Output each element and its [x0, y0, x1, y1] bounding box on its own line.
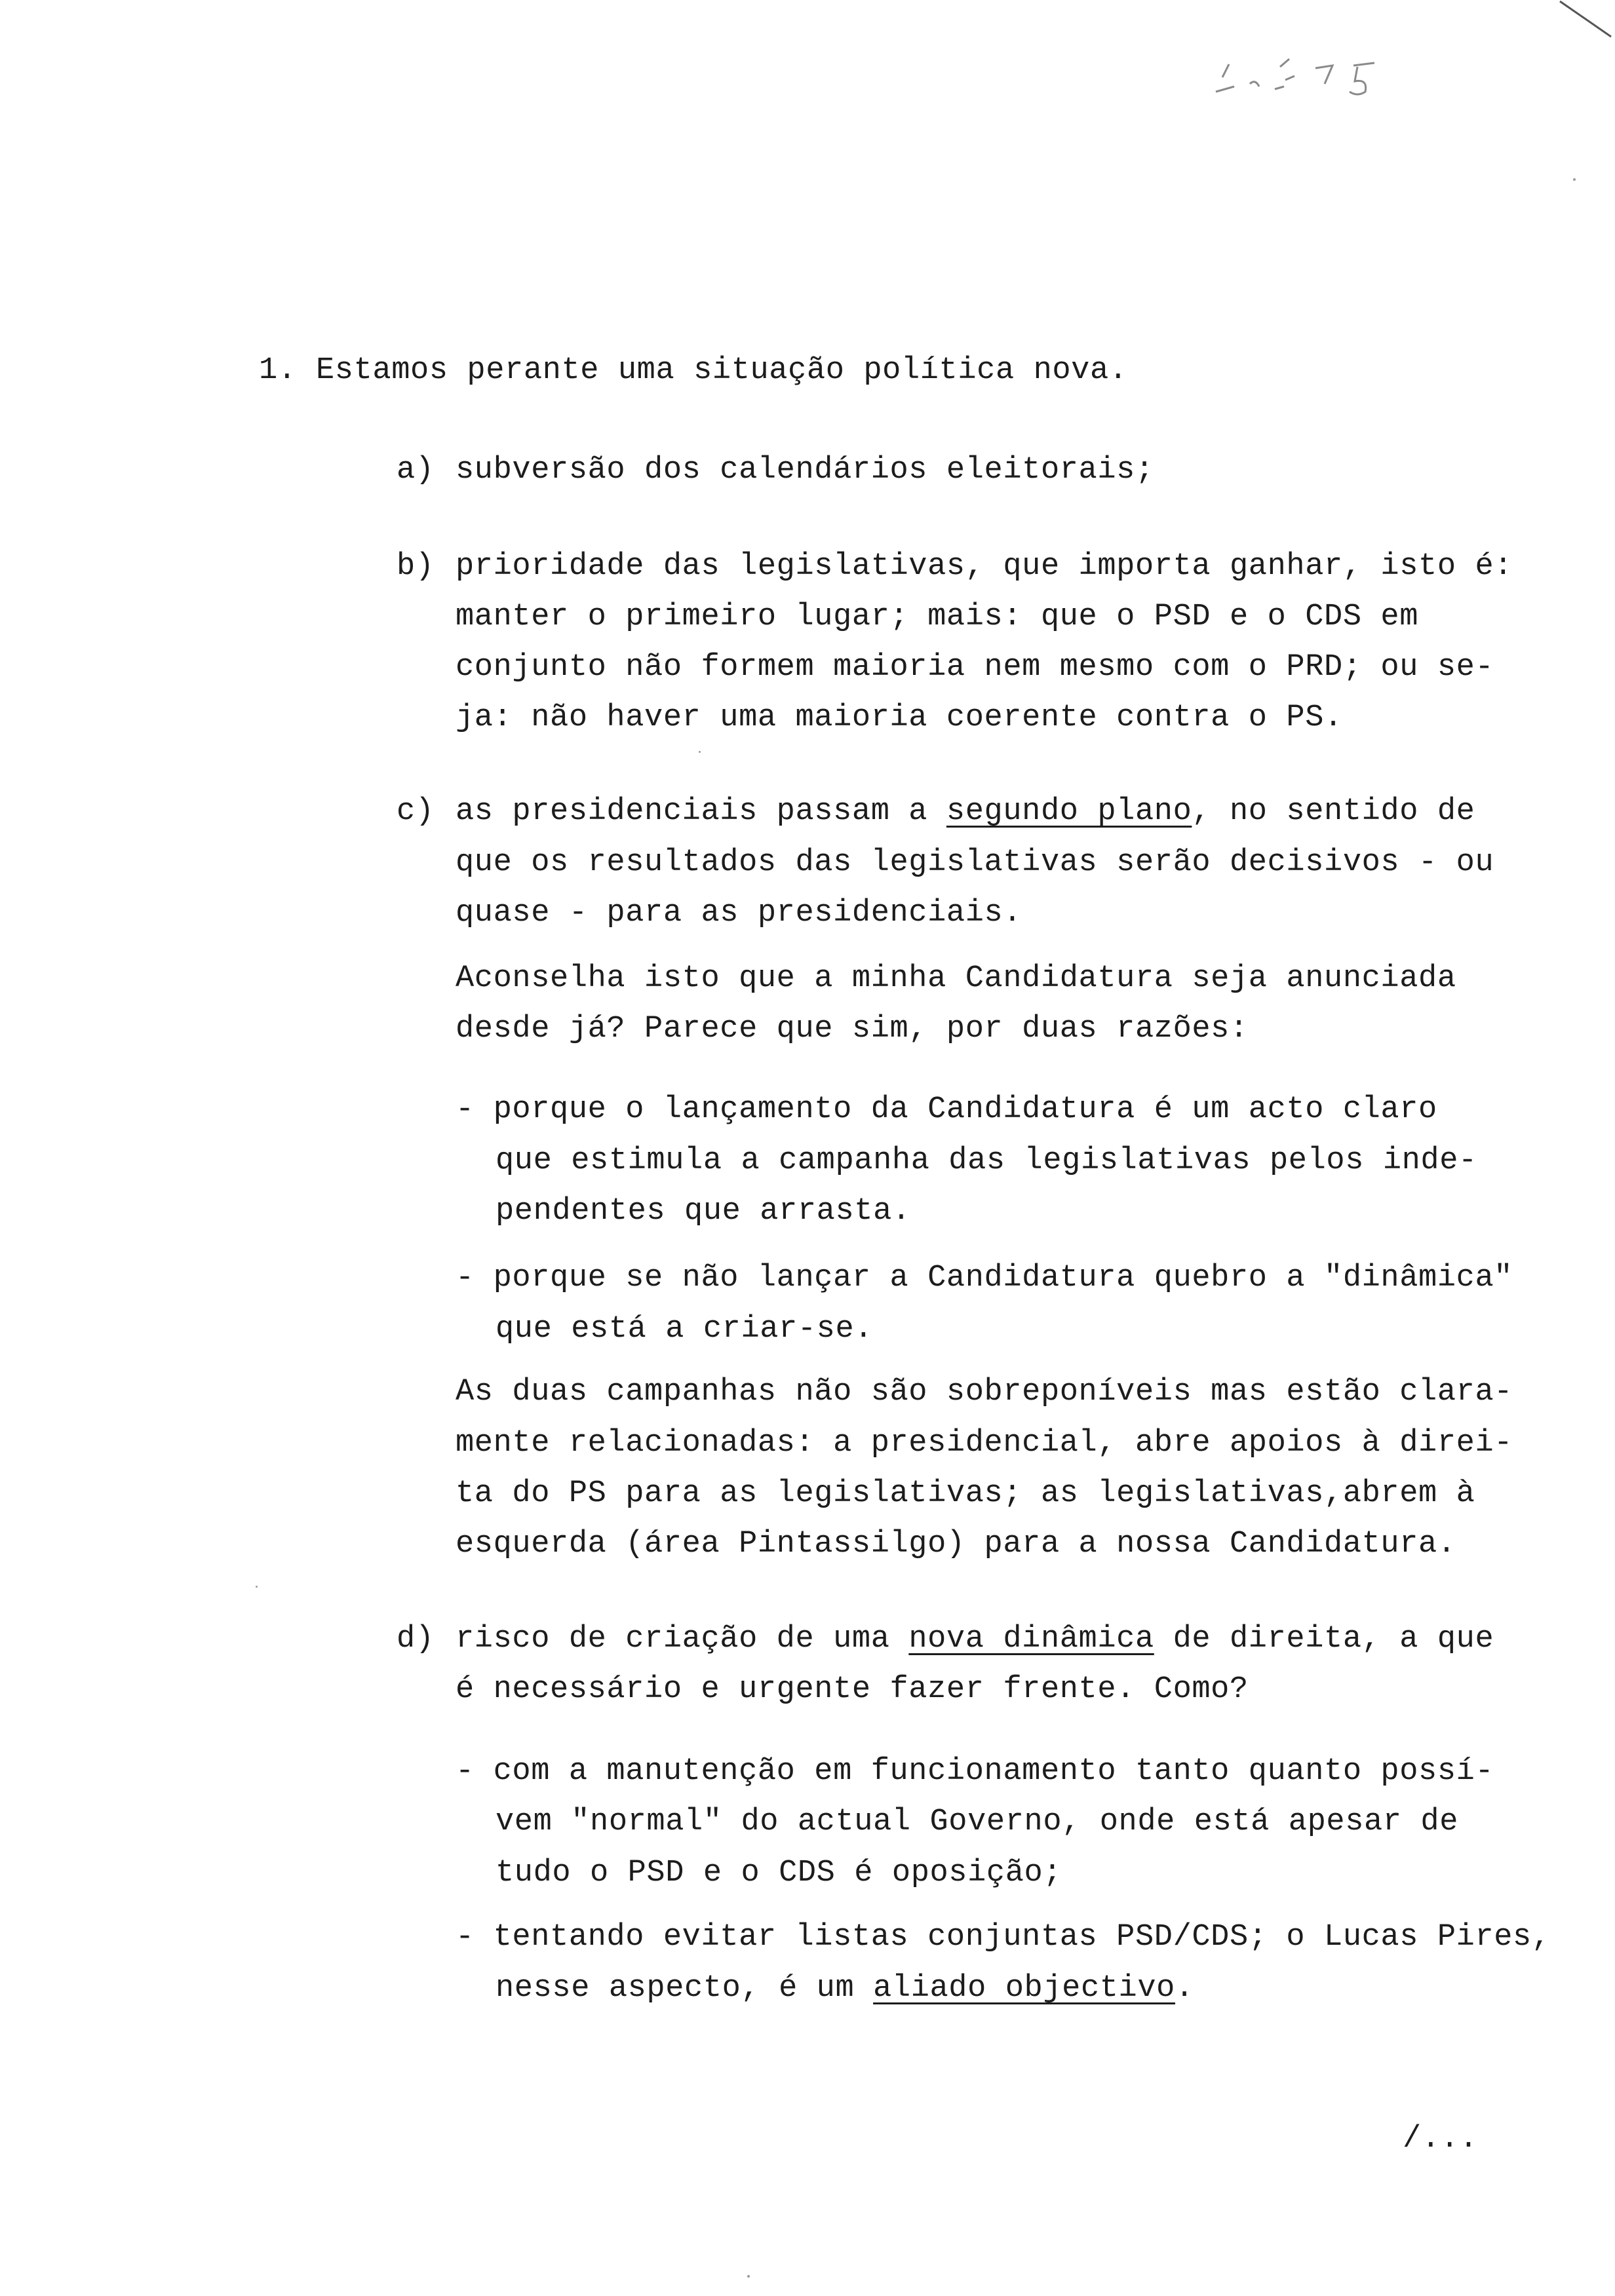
item-c-para3-line: mente relacionadas: a presidencial, abre apoios à direi-	[456, 1426, 1513, 1461]
item-d-line1-pre: risco de criação de uma	[456, 1622, 909, 1656]
item-c-para2-line: desde já? Parece que sim, por duas razões:	[456, 1012, 1249, 1046]
item-d-bullet2-pre: nesse aspecto, é um	[496, 1971, 874, 2006]
corner-mark	[1547, 0, 1615, 39]
item-c-bullet1-line: - porque o lançamento da Candidatura é um acto claro	[456, 1092, 1437, 1127]
item-d-bullet1-line: vem "normal" do actual Governo, onde está apesar de	[496, 1805, 1459, 1839]
item-d-bullet2-line: - tentando evitar listas conjuntas PSD/CDS; o Lucas Pires,	[456, 1920, 1551, 1955]
item-c-line: que os resultados das legislativas serão decisivos - ou	[456, 845, 1494, 880]
item-c-para3-line: As duas campanhas não são sobreponíveis mas estão clara-	[456, 1375, 1513, 1409]
item-c-bullet2-line: - porque se não lançar a Candidatura quebro a "dinâmica"	[456, 1261, 1513, 1295]
item-d-bullet1-line: - com a manutenção em funcionamento tanto quanto possí-	[456, 1754, 1494, 1789]
item-label-b: b)	[397, 549, 435, 584]
item-c-para2-line: Aconselha isto que a minha Candidatura seja anunciada	[456, 961, 1456, 996]
item-c-line1	[456, 786, 1475, 837]
item-c-bullet2-line: que está a criar-se.	[496, 1312, 874, 1347]
item-c-para3-line: ta do PS para as legislativas; as legislativas,abrem à	[456, 1476, 1475, 1511]
item-d-line2: é necessário e urgente fazer frente. Como?	[456, 1672, 1249, 1707]
paper-speck	[1573, 178, 1576, 181]
item-a-text: subversão dos calendários eleitorais;	[456, 453, 1154, 488]
item-label-a: a)	[397, 453, 435, 488]
item-b-line: ja: não haver uma maioria coerente contra o PS.	[456, 700, 1343, 735]
item-b-line: manter o primeiro lugar; mais: que o PSD e o CDS em	[456, 600, 1419, 634]
item-d-line1	[456, 1614, 1494, 1664]
item-c-line: quase - para as presidenciais.	[456, 896, 1022, 930]
item-b-line: prioridade das legislativas, que importa ganhar, isto é:	[456, 549, 1513, 584]
item-c-para3-line: esquerda (área Pintassilgo) para a nossa Candidatura.	[456, 1527, 1456, 1561]
continuation-mark: /...	[1403, 2122, 1479, 2156]
paper-speck	[699, 751, 701, 753]
item-c-line1-post: , no sentido de	[1192, 794, 1475, 829]
handwritten-reference	[1203, 26, 1439, 105]
item-c-bullet1-line: pendentes que arrasta.	[496, 1194, 911, 1229]
item-label-d: d)	[397, 1622, 435, 1656]
item-d-bullet1-line: tudo o PSD e o CDS é oposição;	[496, 1856, 1062, 1890]
emphasis-segundo-plano: segundo plano	[946, 794, 1192, 829]
item-d-bullet2-line2	[496, 1963, 1194, 2014]
item-d-line1-post: de direita, a que	[1154, 1622, 1494, 1656]
emphasis-aliado-objectivo: aliado objectivo	[873, 1971, 1175, 2006]
item-d-bullet2-post: .	[1175, 1971, 1194, 2006]
item-b-line: conjunto não formem maioria nem mesmo com o PRD; ou se-	[456, 650, 1494, 685]
item-c-bullet1-line: que estimula a campanha das legislativas pelos inde-	[496, 1143, 1477, 1178]
emphasis-nova-dinamica: nova dinâmica	[908, 1622, 1154, 1656]
paper-speck	[256, 1586, 258, 1588]
paper-speck	[747, 2275, 750, 2278]
item-c-line1-pre: as presidenciais passam a	[456, 794, 946, 829]
item-label-c: c)	[397, 794, 435, 829]
section-number: 1.	[259, 353, 297, 388]
section-heading: Estamos perante uma situação política nova.	[316, 353, 1128, 388]
